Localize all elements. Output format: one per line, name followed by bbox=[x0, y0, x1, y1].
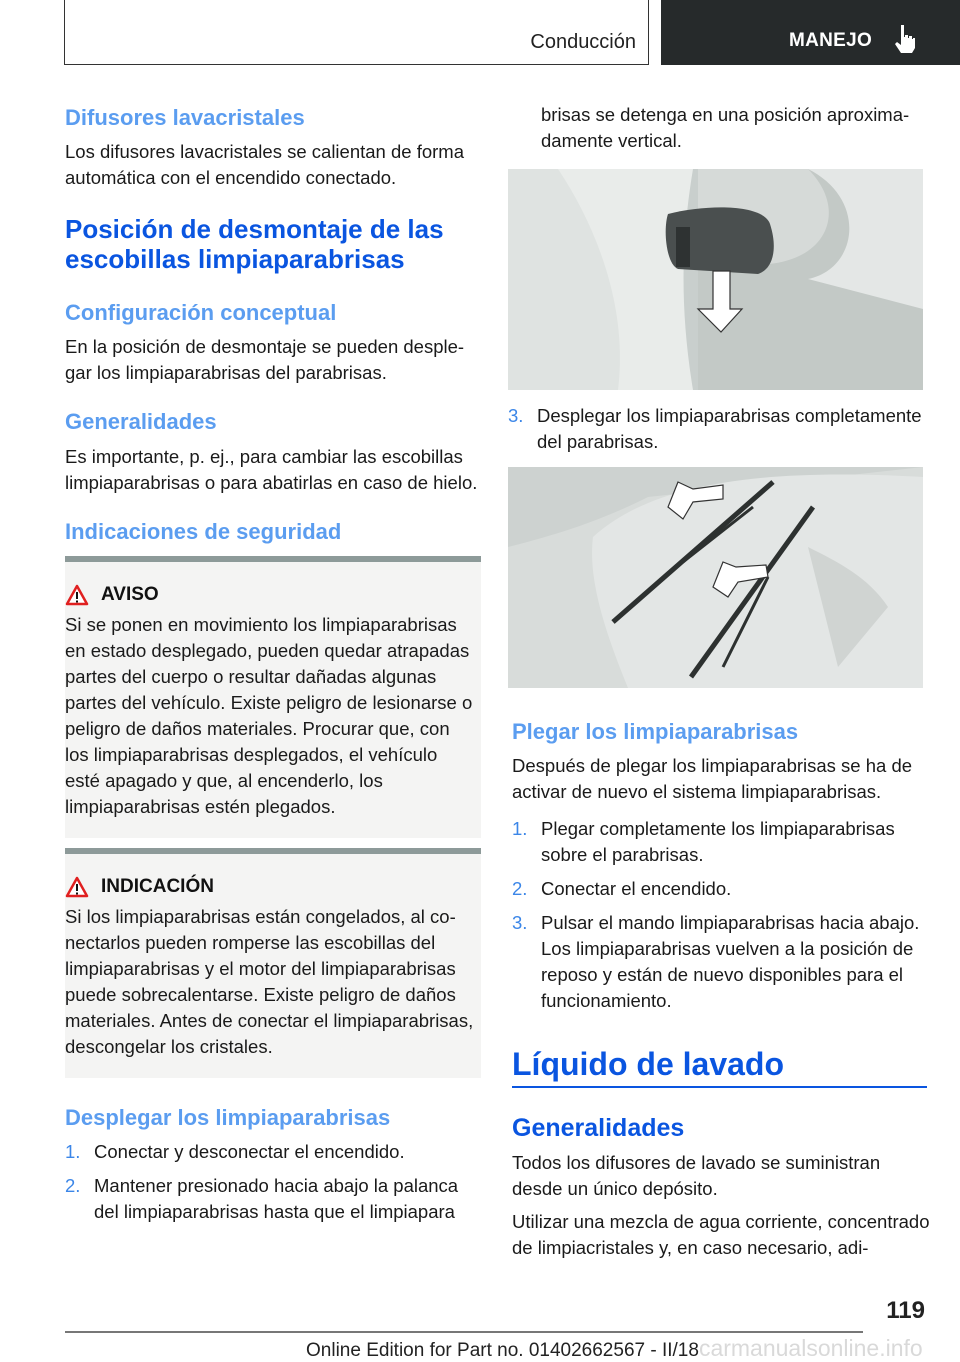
step-number: 1. bbox=[65, 1141, 81, 1162]
header-section-box bbox=[64, 0, 649, 65]
step-item bbox=[65, 1173, 481, 1225]
hand-pointer-icon bbox=[894, 24, 916, 54]
heading-generalidades: Generalidades bbox=[65, 409, 217, 434]
notice-aviso-title bbox=[65, 584, 475, 606]
step-number: 2. bbox=[512, 878, 528, 899]
paragraph-liquido-1: Todos los difusores de lavado se suministran desde un único depósito. bbox=[512, 1152, 881, 1199]
footer-divider bbox=[65, 1331, 863, 1333]
paragraph-plegar: Después de plegar los limpiaparabrisas se ha de activar de nuevo el sistema limpiaparabrisas. bbox=[512, 755, 913, 802]
footer-edition-text: Online Edition for Part no. 01402662567 - II/18 bbox=[306, 1340, 699, 1361]
heading-plegar: Plegar los limpiaparabrisas bbox=[512, 719, 799, 744]
paragraph-liquido-2: Utilizar una mezcla de agua corriente, concentrado de limpiacristales y, en caso necesario, adi- bbox=[512, 1211, 930, 1258]
footer-site-watermark[interactable]: carmanualsonline.info bbox=[698, 1335, 923, 1361]
notice-aviso bbox=[65, 556, 481, 838]
heading-desplegar: Desplegar los limpiaparabrisas bbox=[65, 1105, 391, 1130]
steps-desplegar bbox=[65, 1139, 481, 1233]
paragraph-difusores: Los difusores lavacristales se calientan de forma automática con el encendido conectado. bbox=[65, 141, 464, 188]
heading-liquido-lavado: Líquido de lavado bbox=[512, 1046, 785, 1082]
chapter-tab-label: MANEJO bbox=[789, 30, 873, 51]
heading-configuracion: Configuración conceptual bbox=[65, 300, 337, 325]
header-chapter-tab[interactable] bbox=[661, 0, 960, 65]
step-text: Desplegar los limpiaparabrisas completamente del parabrisas. bbox=[537, 405, 922, 452]
wipers-illustration bbox=[508, 467, 923, 688]
figure-wipers-folded-out bbox=[508, 467, 923, 688]
warning-triangle-icon bbox=[65, 584, 89, 606]
step-item bbox=[65, 1139, 481, 1165]
heading-difusores: Difusores lavacristales bbox=[65, 105, 305, 130]
step-number: 3. bbox=[512, 912, 528, 933]
warning-triangle-icon bbox=[65, 876, 89, 898]
header-section-title: Conducción bbox=[530, 31, 636, 53]
footer-edition bbox=[306, 1335, 923, 1362]
heading-posicion-desmontaje: Posición de desmontaje de las escobillas limpiaparabrisas bbox=[65, 214, 444, 274]
step-text: Plegar completamente los limpiaparabrisas sobre el parabrisas. bbox=[541, 818, 895, 865]
steps-plegar bbox=[512, 816, 932, 1022]
step-item bbox=[508, 403, 928, 455]
step-text: Conectar y desconectar el encendido. bbox=[94, 1141, 405, 1162]
notice-aviso-label: AVISO bbox=[101, 584, 159, 605]
step-item bbox=[512, 876, 932, 902]
wiper-lever-illustration bbox=[508, 169, 923, 390]
step-text: Mantener presionado hacia abajo la palanca del limpiaparabrisas hasta que el limpiapara bbox=[94, 1175, 459, 1222]
step-item bbox=[512, 816, 932, 868]
notice-indicacion-label: INDICACIÓN bbox=[101, 876, 214, 897]
paragraph-continuation: brisas se detenga en una posición aproximadamente vertical. bbox=[541, 104, 910, 151]
figure-wiper-lever bbox=[508, 169, 923, 390]
step-number: 1. bbox=[512, 818, 528, 839]
notice-indicacion bbox=[65, 848, 481, 1078]
heading-seguridad: Indicaciones de seguridad bbox=[65, 519, 342, 544]
step-number: 2. bbox=[65, 1175, 81, 1196]
step-text: Conectar el encendido. bbox=[541, 878, 732, 899]
notice-indicacion-text: Si los limpiaparabrisas están congelados, al conectarlos pueden romperse las escobillas del limpiaparabrisas y el motor del limpiaparabrisas puede sobrecalentarse. Existe peligro de daños materiales. Antes de conectar el limpiaparabrisas, descongelar los cristales. bbox=[65, 906, 474, 1057]
step-number: 3. bbox=[508, 405, 524, 426]
page-number: 119 bbox=[886, 1297, 925, 1324]
step-item bbox=[512, 910, 932, 1014]
step-text: Pulsar el mando limpiaparabrisas hacia abajo. Los limpiaparabrisas vuelven a la posición de reposo y están de nuevo disponibles para el funcionamiento. bbox=[541, 912, 920, 1011]
paragraph-generalidades: Es importante, p. ej., para cambiar las escobillas limpiaparabrisas o para abatirlas en caso de hielo. bbox=[65, 446, 478, 493]
notice-aviso-text: Si se ponen en movimiento los limpiaparabrisas en estado desplegado, pueden quedar atrapadas partes del cuerpo o resultar dañadas algunas partes del vehículo. Existe peligro de lesionarse o peligro de daños materiales. Procurar que, con los limpiaparabrisas desplegados, el vehículo esté apagado y que, al encenderlo, los limpiaparabrisas estén plegados. bbox=[65, 614, 473, 817]
steps-desplegar-cont bbox=[508, 403, 928, 463]
heading-generalidades-liquido: Generalidades bbox=[512, 1114, 685, 1142]
paragraph-configuracion: En la posición de desmontaje se pueden desplegar los limpiaparabrisas del parabrisas. bbox=[65, 336, 465, 383]
notice-indicacion-title bbox=[65, 876, 475, 898]
heading-underline bbox=[512, 1086, 927, 1088]
